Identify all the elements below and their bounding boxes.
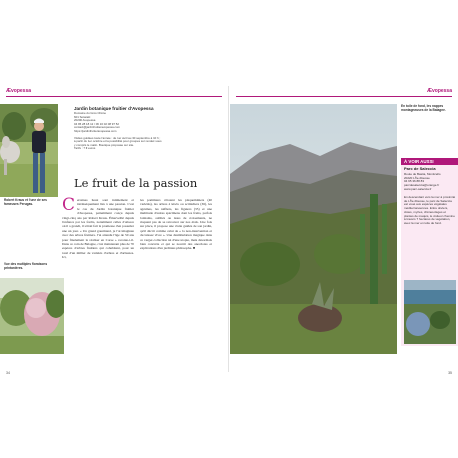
- garden-address-line: 601 Sotaraki: [74, 114, 91, 119]
- article-column-1-text: ertaines lieux sont intimement et intrinsèquement liés à une passion. C'est le cas du Jardin botanique fruitier d'Avopessa, patiemment conçu depuis vingt-cinq ans par Robert Kraus. Émerveillé depuis l'enfance par les forêts, notamment celles d'Alsace où il a grandi, il s'était fait la promesse d'en posséder une un jour. « Un grand gourmand, je l'ai imaginée avec des arbres fruitiers. J'ai attendu l'âge de 50 ans pour finalement la réaliser en Corse » raconte-t-il. Dans ce coin de Balagne, c'est maintenant plus de 70 espèces d'arbres fruitiers qui cohabitent, pour un total d'un millier de variétés d'arbres et d'arbustes. Ici,: [62, 198, 134, 260]
- garden-info-block: [74, 106, 219, 151]
- photo-saleccia-park: [404, 280, 456, 344]
- right-header-rule: [236, 96, 452, 97]
- garden-website[interactable]: https://jardinfruitieravopessa.com: [74, 128, 117, 133]
- caption-mountain: En toile de fond, les nappes montagneuses de la Balagne.: [401, 104, 446, 112]
- garden-hours-line: à partir du 1er octobre et la possibilité pour groupes sur rendez-vous: [74, 139, 162, 144]
- garden-hours-line: y compris le matin. Boutique proposée sur site.: [74, 142, 135, 147]
- see-also-email[interactable]: parcdesaleccia@orange.fr: [404, 183, 440, 188]
- caption-robert: Robert Kraus et l'une de ses fameuses Perugas.: [4, 198, 47, 206]
- see-also-address-line: Route de Bastia, Monticello: [404, 172, 441, 176]
- caption-trees: Vue des multiples floraisons printanières.: [4, 262, 48, 270]
- garden-address-line: 20200 Avopessa: [74, 118, 96, 123]
- photo-flowering-trees: [0, 278, 64, 354]
- see-also-name: Parc de Saleccia: [404, 166, 436, 171]
- page-number-right: 35: [448, 371, 452, 375]
- page-number-left: 34: [6, 371, 10, 375]
- drop-cap: C: [62, 195, 76, 215]
- garden-phone: 04 95 28 18 12 / 06 16 02 08 97 52: [74, 121, 120, 126]
- photo-robert-donkey: [0, 104, 58, 197]
- see-also-website[interactable]: www.parc-saleccia.fr: [404, 186, 432, 191]
- see-also-text: En descendant vers la mer à proximité de L'Île-Rousse, le parc de Saleccia est voué aux espèces végétales méditerranéennes. Entre oliviers, cistes, myrtes, chênes-lièges et plantes de maquis, le visiteur chemine à travers 7 hectares de végétation, avec la mer en toile de fond.: [404, 195, 456, 225]
- see-also-heading: À VOIR AUSSI: [401, 158, 458, 165]
- garden-email[interactable]: contact@jardinfruitieravopessa.com: [74, 125, 120, 130]
- page-gutter: [228, 86, 229, 372]
- article-column-1: [62, 195, 134, 260]
- left-header-rule: [6, 96, 222, 97]
- photo-mountain-landscape: [230, 104, 397, 354]
- see-also-phone: 04 95 36 88 83: [404, 179, 425, 184]
- article-title: Le fruit de la passion: [74, 176, 198, 190]
- see-also-address: [404, 173, 456, 192]
- garden-name: Jardin botanique fruitier d'Avopessa: [74, 106, 154, 111]
- right-section-tag: Ævopessa: [426, 88, 452, 94]
- see-also-address-line: 20220 L'Île-Rousse: [404, 175, 430, 180]
- article-column-2: les pommiers côtoient les plaqueminiers (40 variétés), les arbres à kiwis ou actinidiers (36), les agrumes, les néfliers, les figuiers (35) et une multitude d'autres spécimens dont les fruits, parfois lointains, oubliés ou issus de croisements, ne risquent pas de se retrouver sur nos étals. Une fois sur place, il propose une visite guidée de son jardin, qu'il décrit comme celui de « la non-intervention et du laissez vivre ». Une déambulation magique dans ce verger-collection né d'une utopie, mais désormais bien concrète et qui se nourrit des anecdotes et explications d'un jardinier-philosophe. ■: [140, 198, 212, 251]
- left-section-tag: Ævopessa: [6, 88, 32, 94]
- garden-address-line: Domaine du Gros Chêne: [74, 111, 106, 115]
- garden-hours-line: Visites guidées toute l'année : de 1er avril au 30 septembre à 10 h ;: [74, 135, 161, 140]
- garden-price: Tarifs : 7 € euros: [74, 146, 96, 151]
